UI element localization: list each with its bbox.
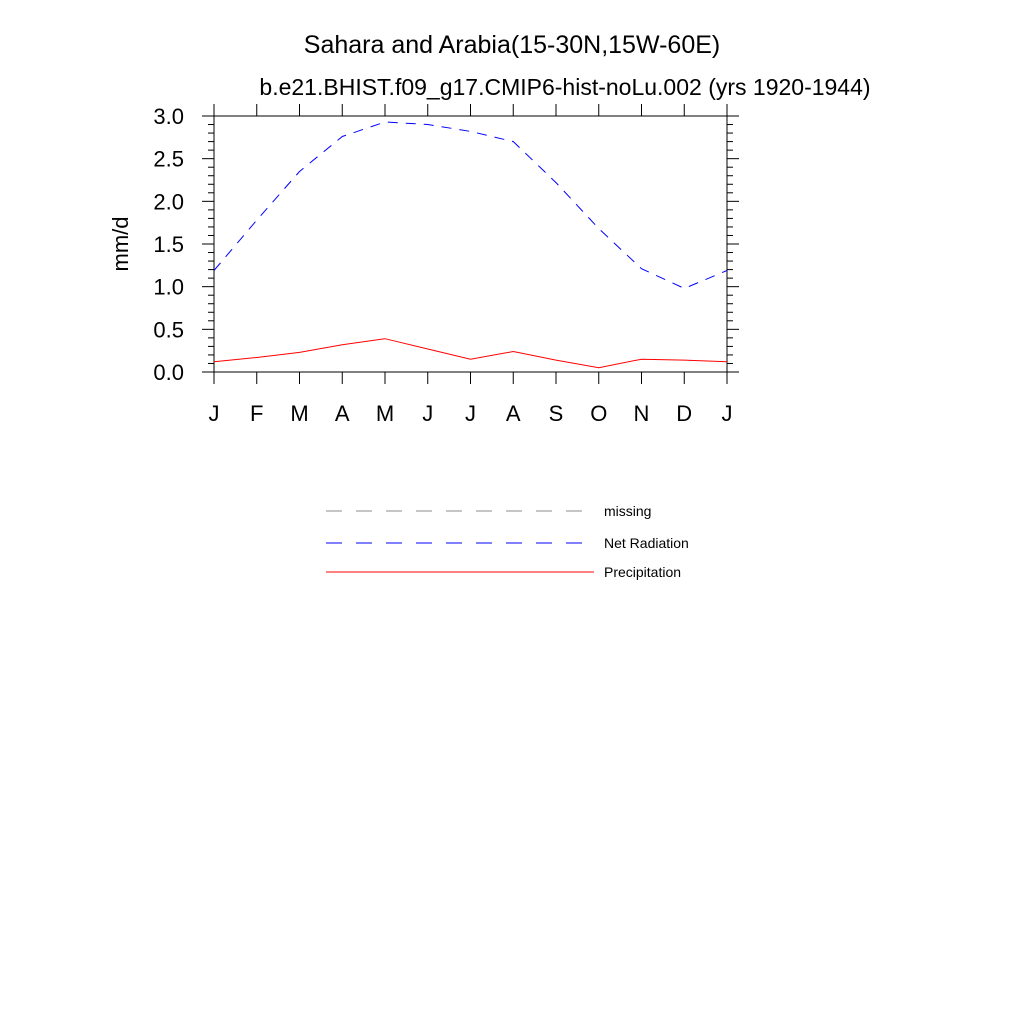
y-tick-label: 2.5: [153, 146, 184, 172]
x-tick-label: J: [465, 401, 476, 426]
legend: [326, 503, 689, 580]
plot-frame: [214, 116, 727, 372]
x-tick-label: J: [422, 401, 434, 426]
y-tick-label: 1.0: [153, 274, 184, 300]
x-tick-label: A: [505, 401, 521, 426]
x-tick-label: S: [548, 401, 564, 426]
chart-subtitle: b.e21.BHIST.f09_g17.CMIP6-hist-noLu.002 (yrs 1920-1944): [259, 74, 871, 100]
legend-label: Net Radiation: [604, 535, 689, 551]
y-tick-label: 3.0: [153, 104, 184, 129]
x-tick-label: O: [590, 401, 608, 426]
x-tick-label: N: [633, 401, 650, 426]
series-layer: [214, 122, 727, 368]
y-tick-label: 1.5: [153, 232, 184, 257]
series-line-net-radiation: [214, 122, 727, 288]
legend-label: Precipitation: [604, 564, 682, 580]
x-tick-label: M: [290, 401, 309, 426]
y-tick-label: 0.5: [153, 317, 184, 343]
y-tick-label: 2.0: [153, 189, 184, 215]
series-line-precipitation: [214, 339, 727, 368]
x-tick-label: A: [334, 401, 350, 426]
axis-ticks: [153, 104, 739, 426]
y-tick-label: 0.0: [153, 360, 184, 385]
x-tick-label: M: [375, 401, 395, 426]
chart-title: Sahara and Arabia(15-30N,15W-60E): [303, 31, 721, 59]
legend-label: missing: [604, 503, 652, 519]
y-axis-label: mm/d: [108, 216, 133, 272]
x-tick-label: J: [208, 401, 220, 426]
x-tick-label: D: [676, 401, 693, 426]
x-tick-label: F: [250, 401, 264, 426]
x-tick-label: J: [721, 401, 733, 426]
